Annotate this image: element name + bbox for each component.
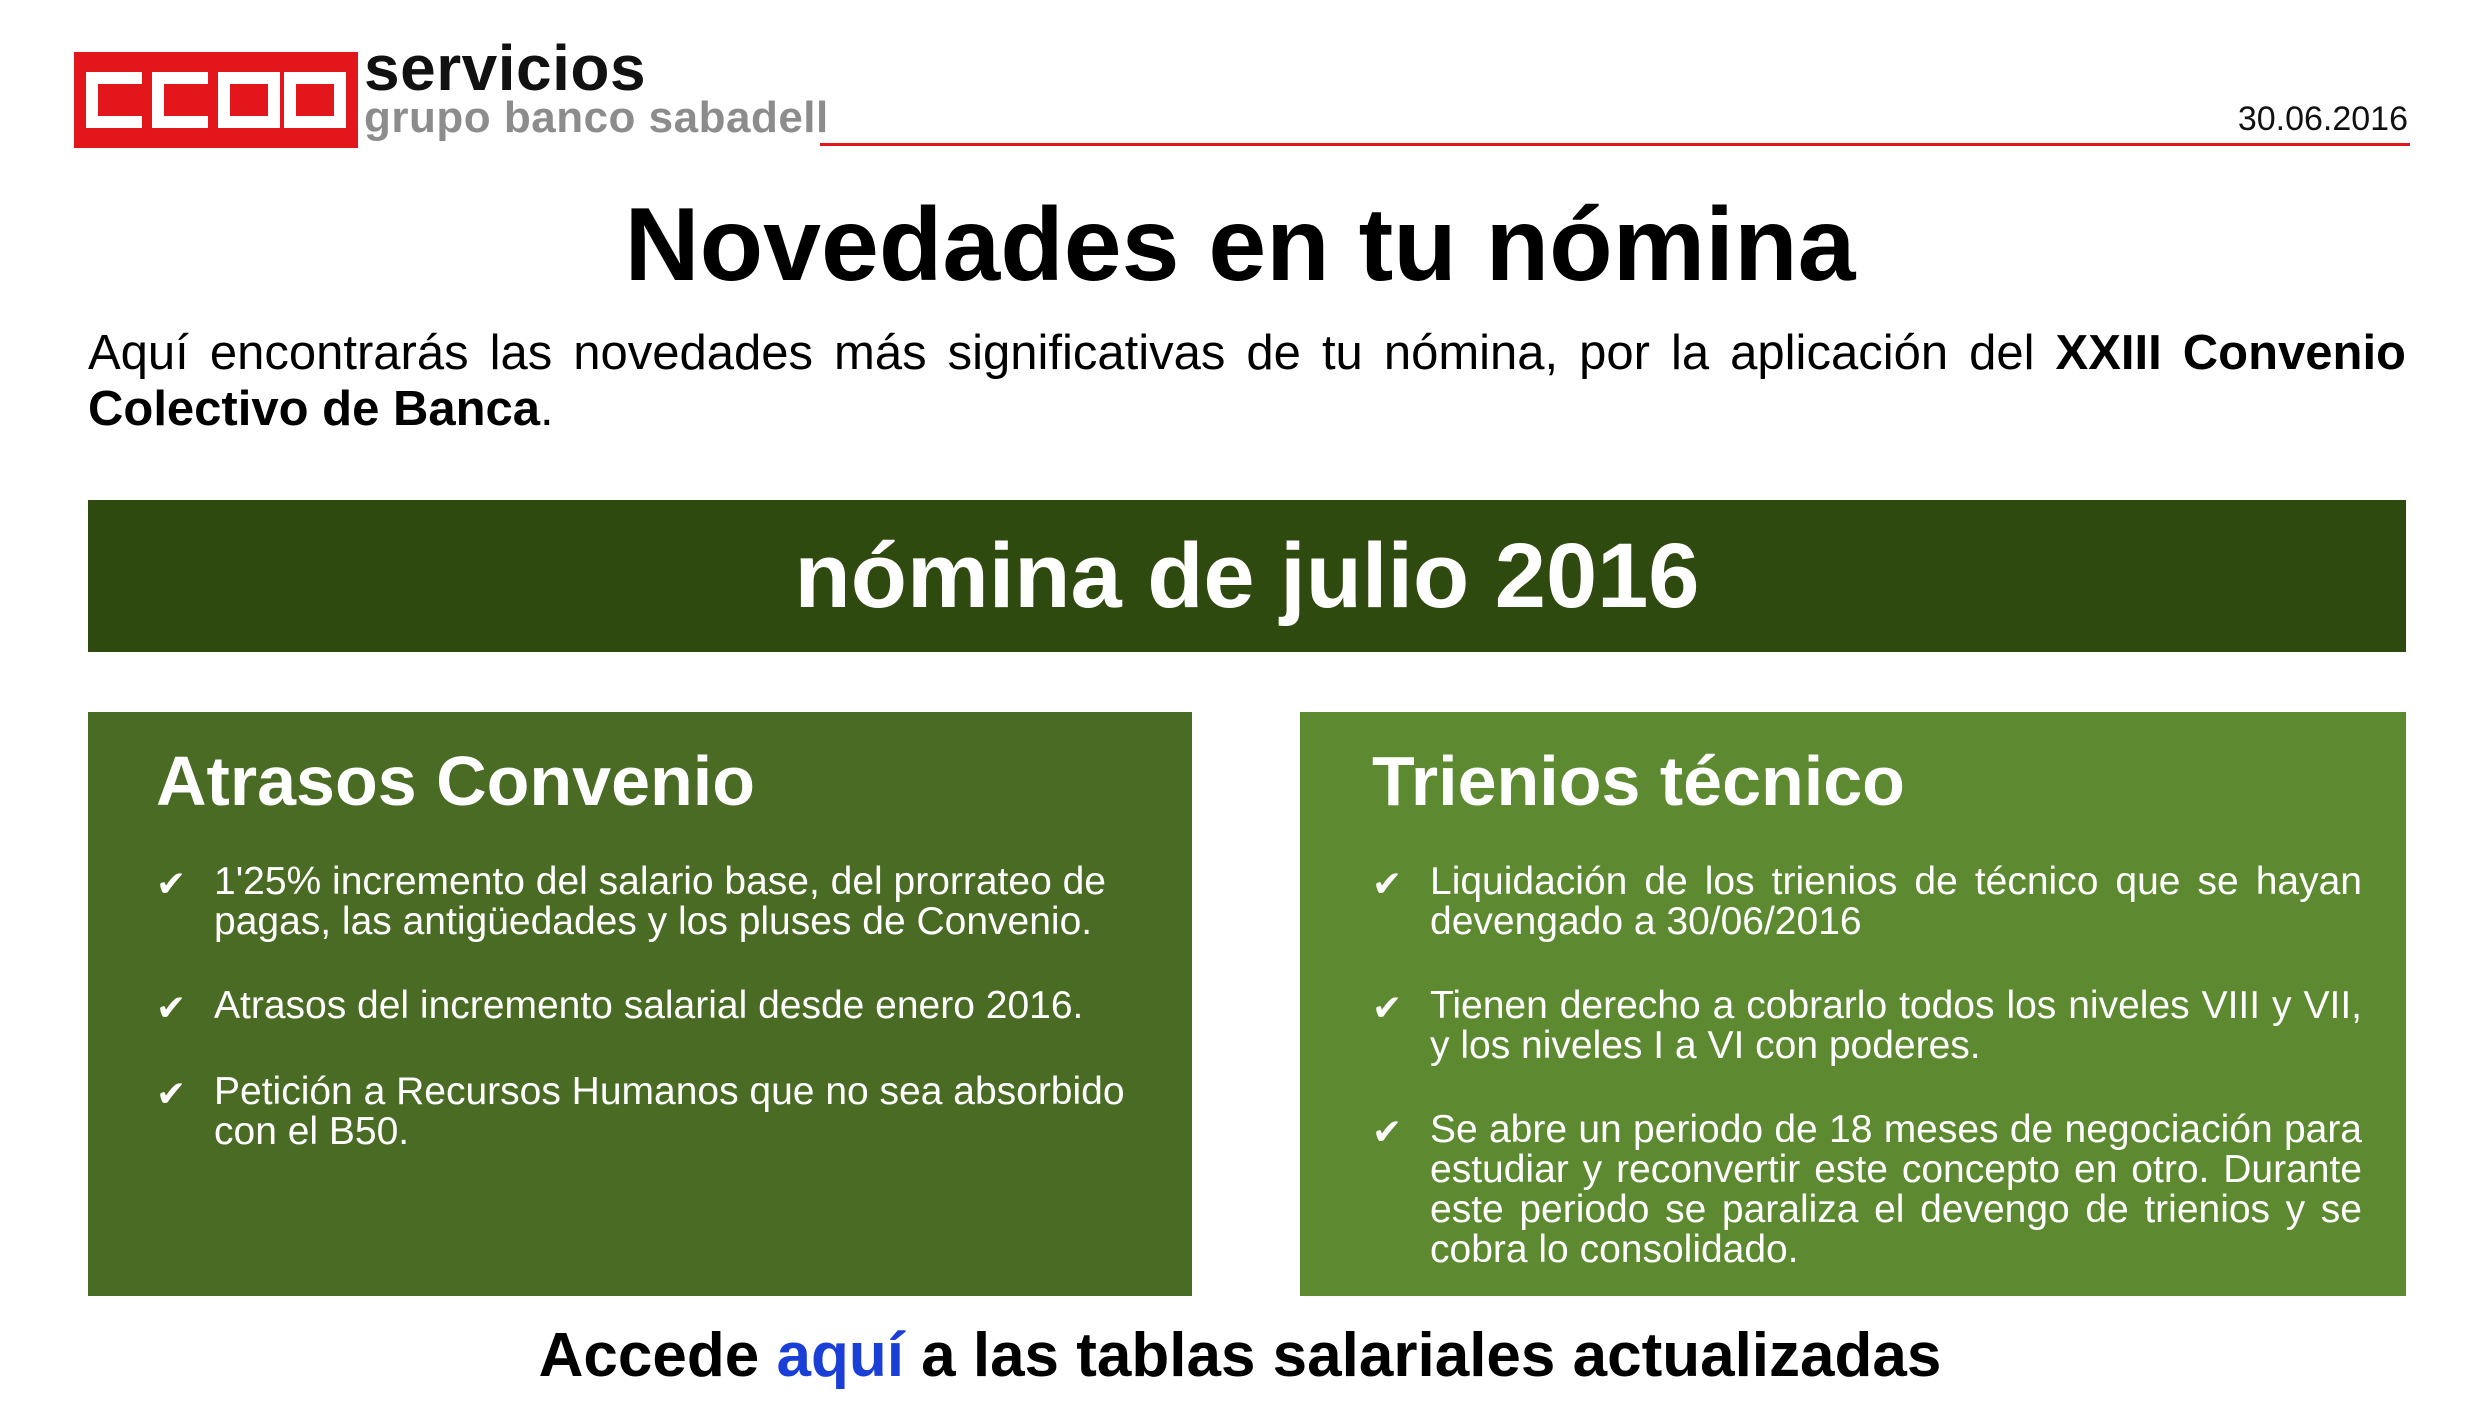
check-icon: ✔	[1372, 987, 1403, 1028]
ccoo-logo-glyphs	[74, 52, 358, 148]
panel-list	[1372, 862, 2362, 1270]
panel-trienios-tecnico	[1300, 712, 2406, 1296]
list-item-text: 1'25% incremento del salario base, del prorrateo de pagas, las antigüedades y los pluses de Convenio.	[214, 860, 1106, 943]
month-banner-text: nómina de julio 2016	[794, 525, 1700, 627]
panel-title: Trienios técnico	[1372, 742, 1905, 820]
list-item	[156, 1072, 1162, 1152]
footer-prefix: Accede	[538, 1321, 777, 1390]
list-item	[156, 986, 1162, 1028]
salary-tables-link[interactable]: aquí	[776, 1321, 904, 1390]
check-icon: ✔	[156, 987, 187, 1028]
panel-title: Atrasos Convenio	[156, 742, 755, 820]
brand-subtitle: grupo banco sabadell	[364, 93, 829, 142]
check-icon: ✔	[1372, 863, 1403, 904]
month-banner	[88, 500, 2406, 652]
list-item	[1372, 1110, 2362, 1270]
check-icon: ✔	[156, 863, 187, 904]
list-item-text: Petición a Recursos Humanos que no sea absorbido con el B50.	[214, 1070, 1125, 1153]
header-date: 30.06.2016	[2237, 100, 2408, 138]
intro-bold-text: XXIII Convenio Colectivo de Banca	[88, 326, 2406, 436]
list-item-text: Liquidación de los trienios de técnico que se hayan devengado a 30/06/2016	[1430, 860, 2362, 943]
list-item	[1372, 862, 2362, 942]
intro-end: .	[540, 382, 554, 436]
footer-cta	[0, 1322, 2480, 1390]
header-divider	[820, 143, 2410, 146]
list-item-text: Atrasos del incremento salarial desde enero 2016.	[214, 984, 1084, 1027]
ccoo-logo	[74, 52, 358, 148]
footer-suffix: a las tablas salariales actualizadas	[903, 1321, 1942, 1390]
list-item-text: Tienen derecho a cobrarlo todos los niveles VIII y VII, y los niveles I a VI con poderes.	[1430, 984, 2362, 1067]
intro-text: Aquí encontrarás las novedades más significativas de tu nómina, por la aplicación del	[88, 326, 2056, 380]
panel-list	[156, 862, 1162, 1152]
check-icon: ✔	[156, 1073, 187, 1114]
panel-atrasos-convenio	[88, 712, 1192, 1296]
page-title: Novedades en tu nómina	[624, 187, 1856, 303]
intro-paragraph	[88, 325, 2406, 437]
list-item	[156, 862, 1162, 942]
brand-title: servicios	[364, 32, 647, 104]
check-icon: ✔	[1372, 1111, 1403, 1152]
list-item	[1372, 986, 2362, 1066]
list-item-text: Se abre un periodo de 18 meses de negociación para estudiar y reconvertir este concepto en otro. Durante este periodo se paraliza el devengo de trienios y se cobra lo consolidado.	[1430, 1108, 2362, 1271]
